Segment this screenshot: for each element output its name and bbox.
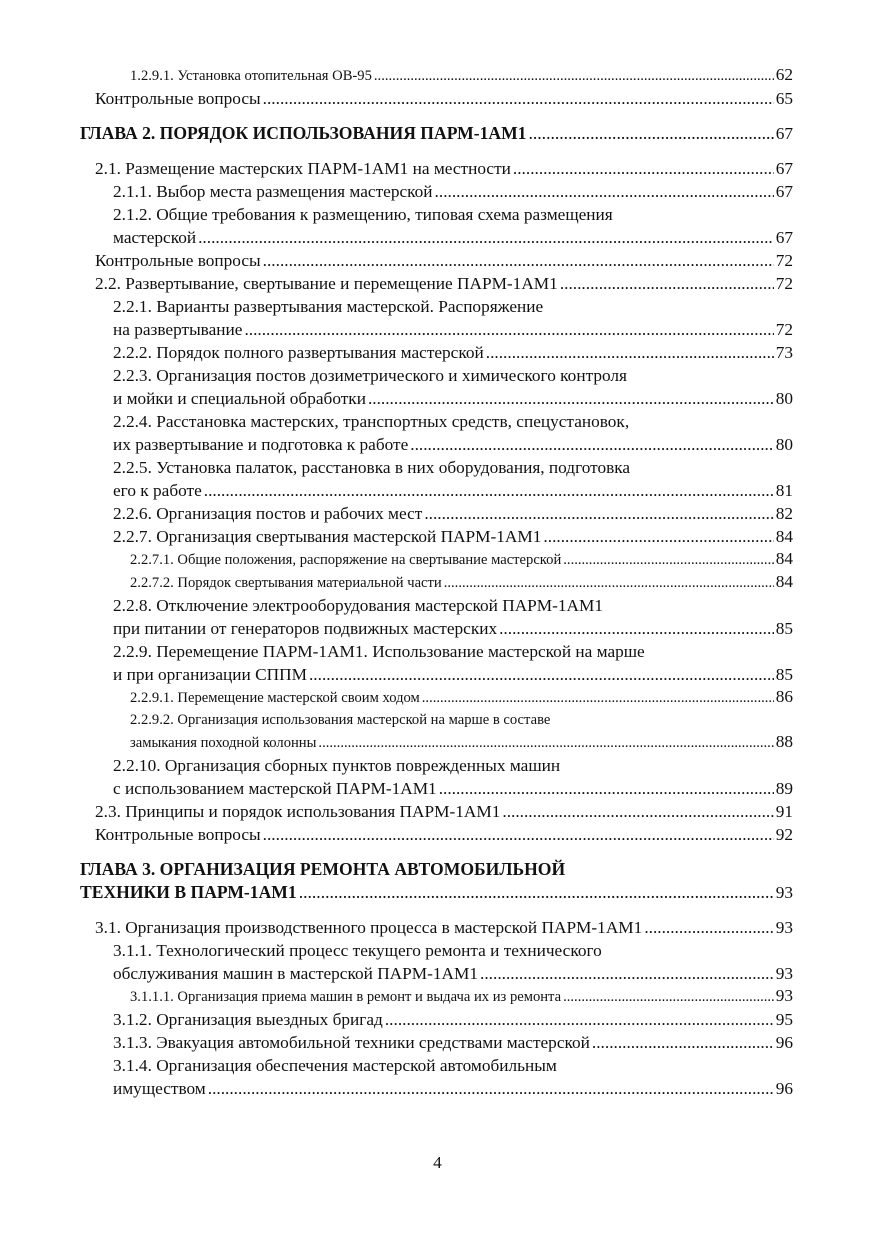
- dot-leader: [410, 433, 773, 456]
- toc-entry: [80, 985, 793, 1008]
- toc-entry: [80, 456, 793, 502]
- toc-entry: [80, 754, 793, 800]
- dot-leader: [318, 732, 773, 754]
- toc-entry-title: 1.2.9.1. Установка отопительная ОВ-95: [130, 68, 372, 84]
- toc-entry: [80, 410, 793, 456]
- toc-page-number: 89: [775, 779, 793, 798]
- dot-leader: [563, 986, 774, 1008]
- toc-entry-title: 2.2.2. Порядок полного развертывания мастерской: [113, 343, 484, 362]
- toc-entry-title-line: 2.2.1. Варианты развертывания мастерской. Распоряжение: [113, 297, 544, 316]
- toc-entry: [80, 640, 793, 686]
- toc-page-number: 62: [775, 65, 793, 84]
- toc-entry: [80, 87, 793, 110]
- dot-leader: [263, 249, 774, 272]
- toc-entry: [80, 180, 793, 203]
- toc-entry-title-line: 2.2.10. Организация сборных пунктов поврежденных машин: [113, 756, 561, 775]
- toc-page-number: 84: [775, 572, 793, 591]
- toc-entry-title: 2.2.6. Организация постов и рабочих мест: [113, 504, 423, 523]
- toc-page-number: 65: [775, 89, 793, 108]
- toc-entry-title: 3.1.2. Организация выездных бригад: [113, 1010, 383, 1029]
- toc-page-number: 67: [775, 182, 793, 201]
- dot-leader: [424, 502, 773, 525]
- table-of-contents: [80, 64, 793, 1100]
- toc-page-number: 67: [775, 124, 793, 143]
- toc-page-number: 93: [775, 964, 793, 983]
- dot-leader: [486, 341, 774, 364]
- toc-entry-title: 2.1.1. Выбор места размещения мастерской: [113, 182, 433, 201]
- toc-entry-title: мастерской: [113, 228, 197, 247]
- toc-entry-title-line: 3.1.1. Технологический процесс текущего ремонта и технического: [113, 941, 602, 960]
- toc-page-number: 84: [775, 527, 793, 546]
- dot-leader: [422, 687, 774, 709]
- toc-page-number: 80: [775, 389, 793, 408]
- toc-entry-title-line: 2.2.9.2. Организация использования мастерской на марше в составе: [130, 712, 551, 728]
- toc-entry: [80, 709, 793, 754]
- toc-entry: [80, 203, 793, 249]
- toc-entry: [80, 1008, 793, 1031]
- toc-page-number: 82: [775, 504, 793, 523]
- toc-entry: [80, 157, 793, 180]
- dot-leader: [244, 318, 773, 341]
- toc-page-number: 67: [775, 159, 793, 178]
- dot-leader: [208, 1077, 774, 1100]
- toc-entry-title: 3.1.1.1. Организация приема машин в ремонт и выдача их из ремонта: [130, 989, 562, 1005]
- toc-entry-title-line: 2.2.4. Расстановка мастерских, транспортных средств, спецустановок,: [113, 412, 630, 431]
- toc-entry: [80, 800, 793, 823]
- toc-entry-title: и при организации СППМ: [113, 665, 307, 684]
- dot-leader: [543, 525, 773, 548]
- toc-entry-title: при питании от генераторов подвижных мастерских: [113, 619, 498, 638]
- dot-leader: [299, 881, 774, 904]
- dot-leader: [204, 479, 774, 502]
- toc-entry: [80, 571, 793, 594]
- dot-leader: [502, 800, 773, 823]
- toc-page-number: 93: [775, 986, 793, 1005]
- toc-chapter-entry: [80, 858, 793, 904]
- dot-leader: [439, 777, 774, 800]
- toc-entry: [80, 823, 793, 846]
- toc-entry-title: 2.2.9.1. Перемещение мастерской своим ходом: [130, 690, 420, 706]
- dot-leader: [592, 1031, 774, 1054]
- toc-entry: [80, 686, 793, 709]
- toc-page-number: 72: [775, 320, 793, 339]
- toc-entry-title: 2.2.7. Организация свертывания мастерской ПАРМ-1АМ1: [113, 527, 542, 546]
- dot-leader: [309, 663, 774, 686]
- toc-entry: [80, 1031, 793, 1054]
- toc-entry-title: их развертывание и подготовка к работе: [113, 435, 409, 454]
- toc-entry: [80, 1054, 793, 1100]
- dot-leader: [374, 65, 774, 87]
- toc-page-number: 72: [775, 274, 793, 293]
- toc-entry-title: Контрольные вопросы: [95, 825, 261, 844]
- toc-entry-title-line: 2.2.8. Отключение электрооборудования мастерской ПАРМ-1АМ1: [113, 596, 604, 615]
- toc-entry: [80, 341, 793, 364]
- toc-page-number: 86: [775, 687, 793, 706]
- toc-entry: [80, 502, 793, 525]
- toc-page-number: 85: [775, 665, 793, 684]
- toc-entry: [80, 64, 793, 87]
- toc-entry-title: и мойки и специальной обработки: [113, 389, 366, 408]
- dot-leader: [435, 180, 774, 203]
- toc-entry-title: 2.2. Развертывание, свертывание и перемещение ПАРМ-1АМ1: [95, 274, 558, 293]
- dot-leader: [198, 226, 774, 249]
- toc-page-number: 81: [775, 481, 793, 500]
- dot-leader: [513, 157, 774, 180]
- toc-page-number: 85: [775, 619, 793, 638]
- dot-leader: [528, 122, 773, 145]
- dot-leader: [368, 387, 774, 410]
- toc-entry-title: на развертывание: [113, 320, 243, 339]
- toc-entry-title: 3.1.3. Эвакуация автомобильной техники средствами мастерской: [113, 1033, 590, 1052]
- dot-leader: [499, 617, 774, 640]
- toc-entry-title: с использованием мастерской ПАРМ-1АМ1: [113, 779, 437, 798]
- toc-entry: [80, 594, 793, 640]
- toc-page-number: 96: [775, 1079, 793, 1098]
- dot-leader: [263, 823, 774, 846]
- toc-entry: [80, 939, 793, 985]
- toc-entry-title-line: 2.2.3. Организация постов дозиметрического и химического контроля: [113, 366, 627, 385]
- toc-entry-title-line: 2.2.5. Установка палаток, расстановка в них оборудования, подготовка: [113, 458, 631, 477]
- toc-page-number: 80: [775, 435, 793, 454]
- toc-entry-title: его к работе: [113, 481, 202, 500]
- dot-leader: [563, 549, 773, 571]
- toc-entry: [80, 249, 793, 272]
- toc-chapter-entry: [80, 122, 793, 145]
- toc-page-number: 92: [775, 825, 793, 844]
- toc-entry-title: 2.2.7.2. Порядок свертывания материальной части: [130, 575, 442, 591]
- toc-page-number: 93: [775, 883, 793, 902]
- toc-page-number: 88: [775, 732, 793, 751]
- toc-entry: [80, 272, 793, 295]
- toc-entry-title: 3.1. Организация производственного процесса в мастерской ПАРМ-1АМ1: [95, 918, 643, 937]
- toc-page-number: 95: [775, 1010, 793, 1029]
- page-number: 4: [433, 1153, 442, 1172]
- toc-entry-title-line: ГЛАВА 3. ОРГАНИЗАЦИЯ РЕМОНТА АВТОМОБИЛЬНОЙ: [80, 859, 566, 879]
- toc-entry: [80, 295, 793, 341]
- toc-page-number: 91: [775, 802, 793, 821]
- dot-leader: [644, 916, 773, 939]
- toc-entry-title-line: 2.1.2. Общие требования к размещению, типовая схема размещения: [113, 205, 613, 224]
- toc-entry-title: Контрольные вопросы: [95, 89, 261, 108]
- toc-entry: [80, 916, 793, 939]
- dot-leader: [560, 272, 774, 295]
- toc-page-number: 72: [775, 251, 793, 270]
- toc-page-number: 84: [775, 549, 793, 568]
- toc-entry-title-line: 3.1.4. Организация обеспечения мастерской автомобильным: [113, 1056, 557, 1075]
- toc-entry-title: 2.1. Размещение мастерских ПАРМ-1АМ1 на местности: [95, 159, 511, 178]
- toc-entry: [80, 364, 793, 410]
- toc-entry-title: имуществом: [113, 1079, 206, 1098]
- toc-entry-title-line: 2.2.9. Перемещение ПАРМ-1АМ1. Использование мастерской на марше: [113, 642, 645, 661]
- toc-entry: [80, 525, 793, 548]
- toc-page-number: 93: [775, 918, 793, 937]
- toc-entry-title: обслуживания машин в мастерской ПАРМ-1АМ1: [113, 964, 479, 983]
- toc-entry-title: ТЕХНИКИ В ПАРМ-1АМ1: [80, 882, 297, 902]
- dot-leader: [480, 962, 774, 985]
- toc-page-number: 96: [775, 1033, 793, 1052]
- toc-entry-title: Контрольные вопросы: [95, 251, 261, 270]
- toc-entry-title: замыкания походной колонны: [130, 735, 317, 751]
- toc-page-number: 73: [775, 343, 793, 362]
- dot-leader: [444, 572, 774, 594]
- toc-entry-title: 2.2.7.1. Общие положения, распоряжение на свертывание мастерской: [130, 552, 562, 568]
- toc-page-number: 67: [775, 228, 793, 247]
- dot-leader: [263, 87, 774, 110]
- toc-entry-title: 2.3. Принципы и порядок использования ПАРМ-1АМ1: [95, 802, 501, 821]
- dot-leader: [385, 1008, 774, 1031]
- toc-entry: [80, 548, 793, 571]
- toc-entry-title: ГЛАВА 2. ПОРЯДОК ИСПОЛЬЗОВАНИЯ ПАРМ-1АМ1: [80, 123, 527, 143]
